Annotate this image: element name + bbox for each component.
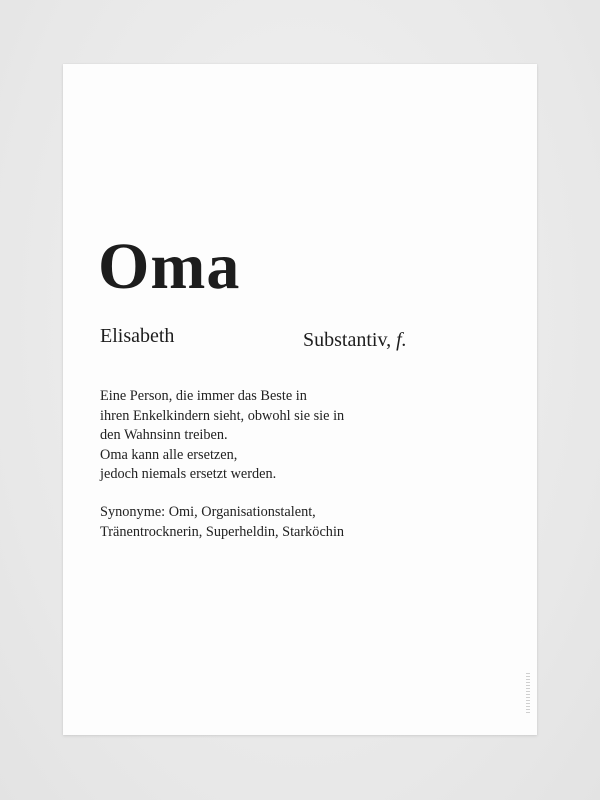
definition-line: ihren Enkelkindern sieht, obwohl sie sie in — [100, 407, 345, 424]
part-of-speech: Substantiv, — [303, 329, 392, 351]
synonyms-line: Synonyme: Omi, Organisationstalent, — [100, 504, 316, 520]
headword: Oma — [98, 230, 241, 303]
poster — [63, 64, 537, 735]
definition-line: jedoch niemals ersetzt werden. — [100, 466, 277, 483]
personal-name: Elisabeth — [100, 325, 175, 347]
imprint-mark — [526, 673, 530, 715]
gender-abbreviation: f. — [396, 329, 407, 351]
definition-line: Eine Person, die immer das Beste in — [100, 388, 307, 404]
grammar-label — [303, 330, 407, 350]
definition — [100, 387, 520, 485]
definition-line: Oma kann alle ersetzen, — [100, 446, 238, 463]
synonyms-line: Tränentrocknerin, Superheldin, Starköchin — [100, 523, 345, 540]
definition-line: den Wahnsinn treiben. — [100, 427, 228, 444]
synonyms — [100, 503, 520, 542]
